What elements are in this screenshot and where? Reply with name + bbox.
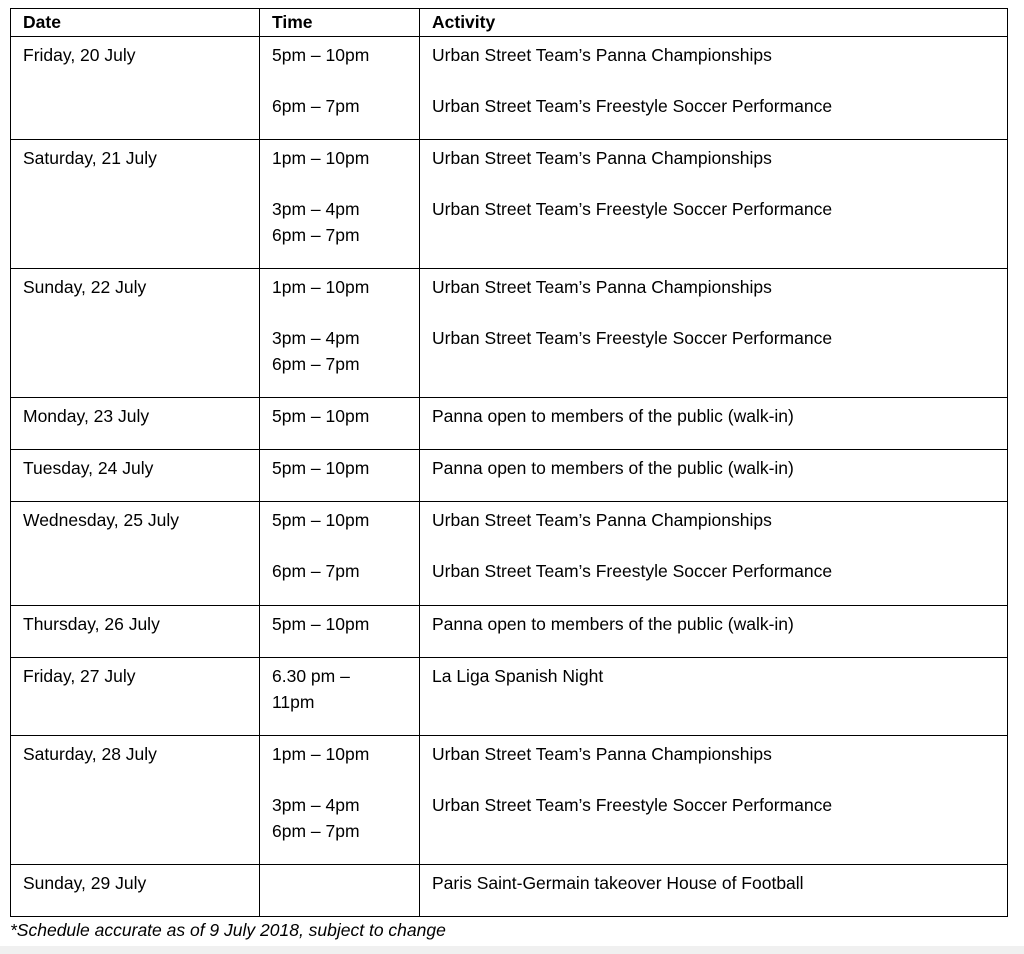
date-text: Friday, 27 July — [23, 666, 136, 686]
time-text: 5pm – 10pm — [272, 458, 370, 478]
time-text: 1pm – 10pm — [272, 148, 370, 168]
time-text: 3pm – 4pm — [272, 199, 360, 219]
activity-cell — [420, 736, 1008, 865]
table-row — [11, 865, 1008, 917]
activity-text: Urban Street Team’s Freestyle Soccer Performance — [432, 561, 833, 581]
table-row — [11, 502, 1008, 606]
date-text: Monday, 23 July — [23, 406, 150, 426]
time-cell — [260, 269, 420, 398]
time-text: 5pm – 10pm — [272, 614, 370, 634]
activity-text: Urban Street Team’s Freestyle Soccer Performance — [432, 96, 833, 116]
date-text: Tuesday, 24 July — [23, 458, 154, 478]
table-row — [11, 37, 1008, 140]
table-row — [11, 450, 1008, 502]
time-text: 3pm – 4pm — [272, 328, 360, 348]
time-text: 6pm – 7pm — [272, 354, 360, 374]
activity-text: Panna open to members of the public (walk-in) — [432, 614, 794, 634]
table-row — [11, 269, 1008, 398]
header-activity: Activity — [420, 9, 1008, 37]
activity-text: Urban Street Team’s Panna Championships — [432, 510, 772, 530]
activity-cell — [420, 140, 1008, 269]
activity-text: Panna open to members of the public (walk-in) — [432, 458, 794, 478]
date-cell — [11, 269, 260, 398]
date-cell — [11, 736, 260, 865]
bottom-band — [0, 946, 1024, 954]
activity-text: Urban Street Team’s Freestyle Soccer Performance — [432, 795, 833, 815]
date-text: Saturday, 28 July — [23, 744, 157, 764]
date-text: Thursday, 26 July — [23, 614, 160, 634]
time-text: 5pm – 10pm — [272, 406, 370, 426]
date-cell — [11, 450, 260, 502]
date-text: Sunday, 29 July — [23, 873, 147, 893]
date-text: Saturday, 21 July — [23, 148, 157, 168]
activity-cell — [420, 658, 1008, 736]
time-text: 5pm – 10pm — [272, 510, 370, 530]
activity-text: Urban Street Team’s Panna Championships — [432, 744, 772, 764]
header-date: Date — [11, 9, 260, 37]
time-text: 6.30 pm – — [272, 666, 350, 686]
activity-text: Urban Street Team’s Panna Championships — [432, 148, 772, 168]
time-text: 6pm – 7pm — [272, 225, 360, 245]
time-text: 1pm – 10pm — [272, 744, 370, 764]
activity-text: Panna open to members of the public (walk-in) — [432, 406, 794, 426]
date-text: Wednesday, 25 July — [23, 510, 179, 530]
date-cell — [11, 658, 260, 736]
time-text: 6pm – 7pm — [272, 96, 360, 116]
activity-text: Paris Saint-Germain takeover House of Football — [432, 873, 804, 893]
time-cell — [260, 736, 420, 865]
time-text: 5pm – 10pm — [272, 45, 370, 65]
activity-cell — [420, 606, 1008, 658]
time-text: 1pm – 10pm — [272, 277, 370, 297]
activity-text: La Liga Spanish Night — [432, 666, 604, 686]
time-text: 11pm — [272, 692, 315, 712]
time-cell — [260, 865, 420, 917]
table-row — [11, 606, 1008, 658]
time-cell — [260, 140, 420, 269]
activity-text: Urban Street Team’s Freestyle Soccer Performance — [432, 199, 833, 219]
activity-cell — [420, 450, 1008, 502]
date-cell — [11, 865, 260, 917]
activity-cell — [420, 269, 1008, 398]
time-cell — [260, 37, 420, 140]
activity-cell — [420, 502, 1008, 606]
time-text: 6pm – 7pm — [272, 821, 360, 841]
activity-text: Urban Street Team’s Panna Championships — [432, 45, 772, 65]
table-row — [11, 140, 1008, 269]
time-text: 6pm – 7pm — [272, 561, 360, 581]
time-cell — [260, 450, 420, 502]
date-text: Sunday, 22 July — [23, 277, 147, 297]
header-time: Time — [260, 9, 420, 37]
time-text: 3pm – 4pm — [272, 795, 360, 815]
date-cell — [11, 606, 260, 658]
date-cell — [11, 502, 260, 606]
time-cell — [260, 398, 420, 450]
table-row — [11, 736, 1008, 865]
table-row — [11, 398, 1008, 450]
activity-text: Urban Street Team’s Freestyle Soccer Performance — [432, 328, 833, 348]
date-text: Friday, 20 July — [23, 45, 136, 65]
table-row — [11, 658, 1008, 736]
header-row — [11, 9, 1008, 37]
schedule-footnote: *Schedule accurate as of 9 July 2018, subject to change — [10, 920, 446, 940]
activity-cell — [420, 865, 1008, 917]
activity-cell — [420, 398, 1008, 450]
schedule-table — [10, 8, 1008, 917]
time-cell — [260, 658, 420, 736]
date-cell — [11, 37, 260, 140]
time-cell — [260, 502, 420, 606]
date-cell — [11, 398, 260, 450]
activity-cell — [420, 37, 1008, 140]
date-cell — [11, 140, 260, 269]
time-cell — [260, 606, 420, 658]
activity-text: Urban Street Team’s Panna Championships — [432, 277, 772, 297]
